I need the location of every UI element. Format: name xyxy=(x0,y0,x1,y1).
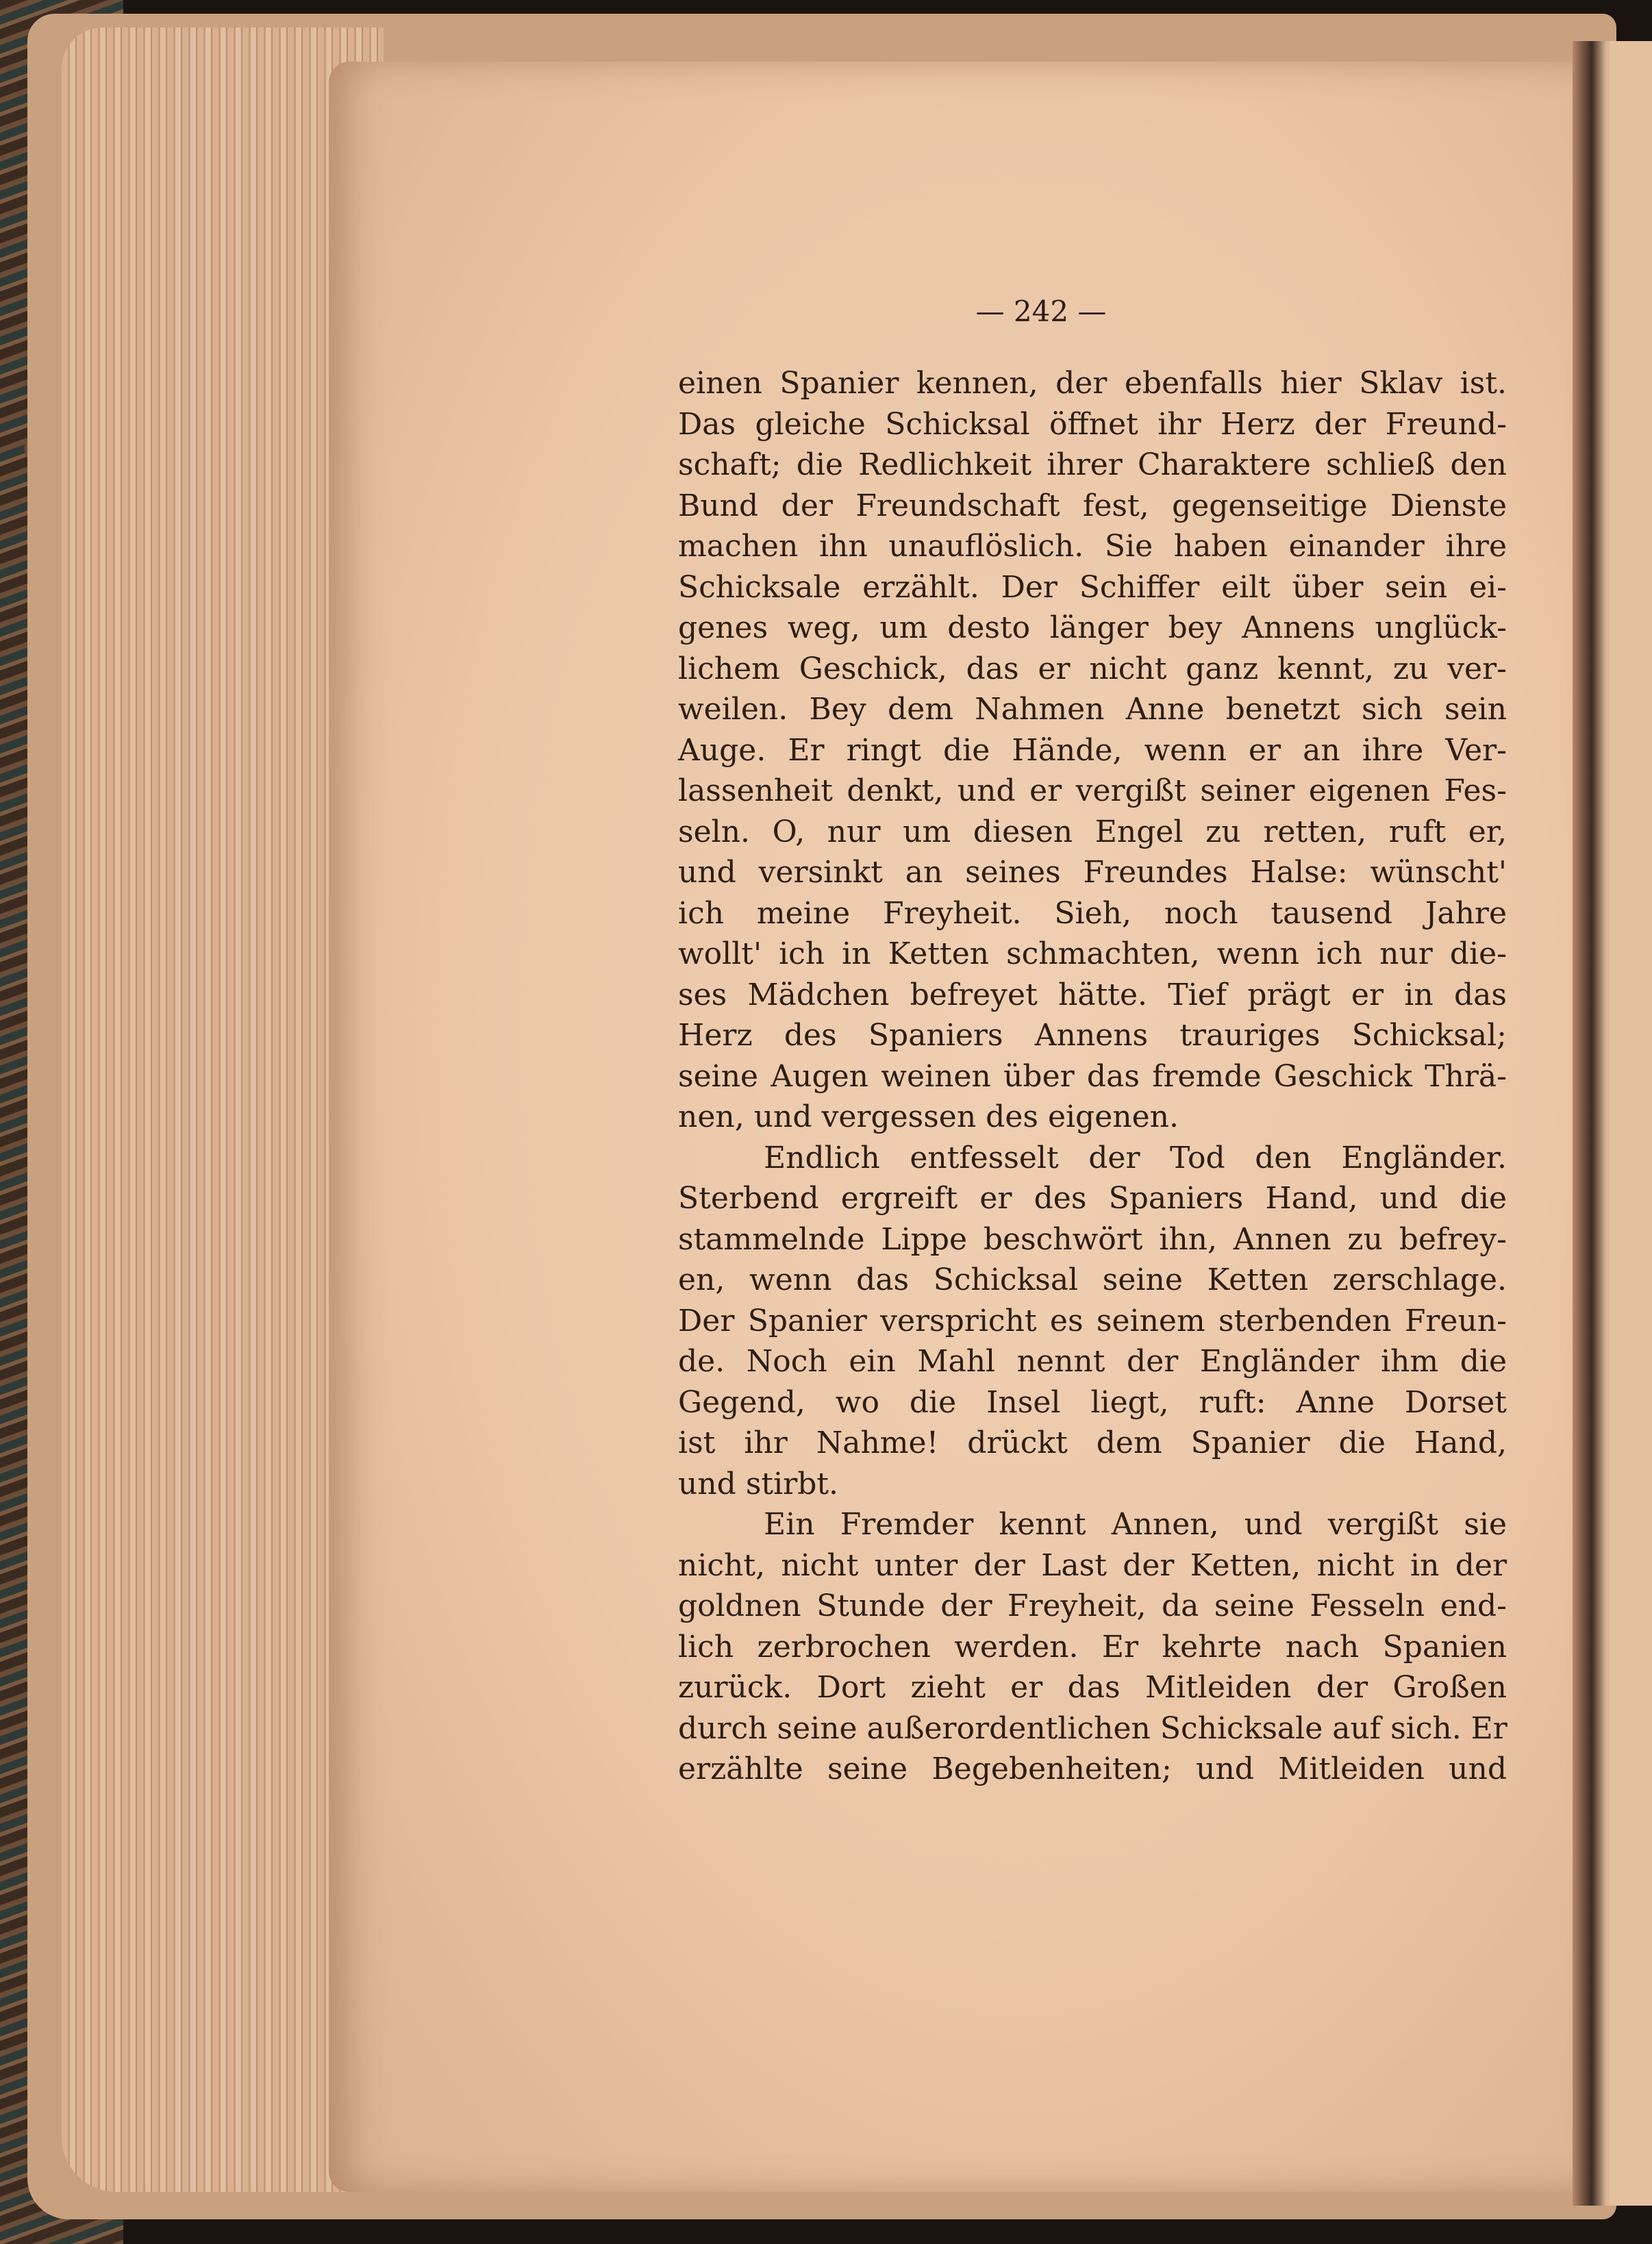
text-line: stammelnde Lippe beschwört ihn, Annen zu befrey- xyxy=(678,1221,1507,1257)
text-line: durch seine außerordentlichen Schicksale auf sich. Er xyxy=(678,1710,1507,1746)
text-line: lich zerbrochen werden. Er kehrte nach Spanien xyxy=(678,1629,1507,1665)
text-line: ist ihr Nahme! drückt dem Spanier die Hand, xyxy=(678,1425,1507,1460)
body-text xyxy=(678,363,1507,1790)
text-line: Gegend, wo die Insel liegt, ruft: Anne Dorset xyxy=(678,1384,1507,1420)
text-line: ich meine Freyheit. Sieh, noch tausend Jahre xyxy=(678,895,1507,931)
text-line: Bund der Freundschaft fest, gegenseitige Dienste xyxy=(678,488,1507,523)
page-number: — 242 — xyxy=(975,295,1107,328)
text-line: Ein Fremder kennt Annen, und vergißt sie xyxy=(764,1507,1507,1542)
text-line: zurück. Dort zieht er das Mitleiden der Großen xyxy=(678,1670,1507,1705)
text-line: und stirbt. xyxy=(678,1466,839,1501)
text-line: erzählte seine Begebenheiten; und Mitleiden und xyxy=(678,1751,1507,1786)
text-line: goldnen Stunde der Freyheit, da seine Fesseln end- xyxy=(678,1588,1507,1623)
text-line: Herz des Spaniers Annens trauriges Schicksal; xyxy=(678,1018,1507,1053)
facing-page-edge xyxy=(1610,41,1652,2206)
text-line: nen, und vergessen des eigenen. xyxy=(678,1099,1179,1134)
text-line: lassenheit denkt, und er vergißt seiner eigenen Fes- xyxy=(678,773,1507,808)
text-line: Sterbend ergreift er des Spaniers Hand, und die xyxy=(678,1181,1507,1216)
text-line: machen ihn unauflöslich. Sie haben einander ihre xyxy=(678,529,1507,564)
text-line: lichem Geschick, das er nicht ganz kennt, zu ver- xyxy=(678,651,1507,686)
text-line: nicht, nicht unter der Last der Ketten, nicht in der xyxy=(678,1547,1507,1583)
text-line: Endlich entfesselt der Tod den Engländer. xyxy=(764,1140,1507,1175)
text-line: einen Spanier kennen, der ebenfalls hier Sklav ist. xyxy=(678,366,1507,401)
text-line: genes weg, um desto länger bey Annens unglück- xyxy=(678,610,1507,645)
text-line: de. Noch ein Mahl nennt der Engländer ihm die xyxy=(678,1344,1507,1379)
page-header xyxy=(877,295,1205,336)
text-line: wollt' ich in Ketten schmachten, wenn ich nur die- xyxy=(678,936,1507,971)
text-line: seln. O, nur um diesen Engel zu retten, ruft er, xyxy=(678,814,1507,849)
text-line: Der Spanier verspricht es seinem sterbenden Freun- xyxy=(678,1303,1507,1338)
text-line: Auge. Er ringt die Hände, wenn er an ihre Ver- xyxy=(678,732,1507,768)
text-line: und versinkt an seines Freundes Halse: wünscht' xyxy=(678,855,1507,890)
text-line: Das gleiche Schicksal öffnet ihr Herz der Freund- xyxy=(678,406,1507,442)
text-line: en, wenn das Schicksal seine Ketten zerschlage. xyxy=(678,1262,1507,1297)
text-line: Schicksale erzählt. Der Schiffer eilt über sein ei- xyxy=(678,569,1507,605)
text-line: ses Mädchen befreyet hätte. Tief prägt er in das xyxy=(678,977,1507,1012)
text-line: seine Augen weinen über das fremde Geschick Thrä- xyxy=(678,1058,1507,1094)
text-line: schaft; die Redlichkeit ihrer Charaktere schließ den xyxy=(678,447,1507,482)
text-line: weilen. Bey dem Nahmen Anne benetzt sich sein xyxy=(678,692,1507,727)
